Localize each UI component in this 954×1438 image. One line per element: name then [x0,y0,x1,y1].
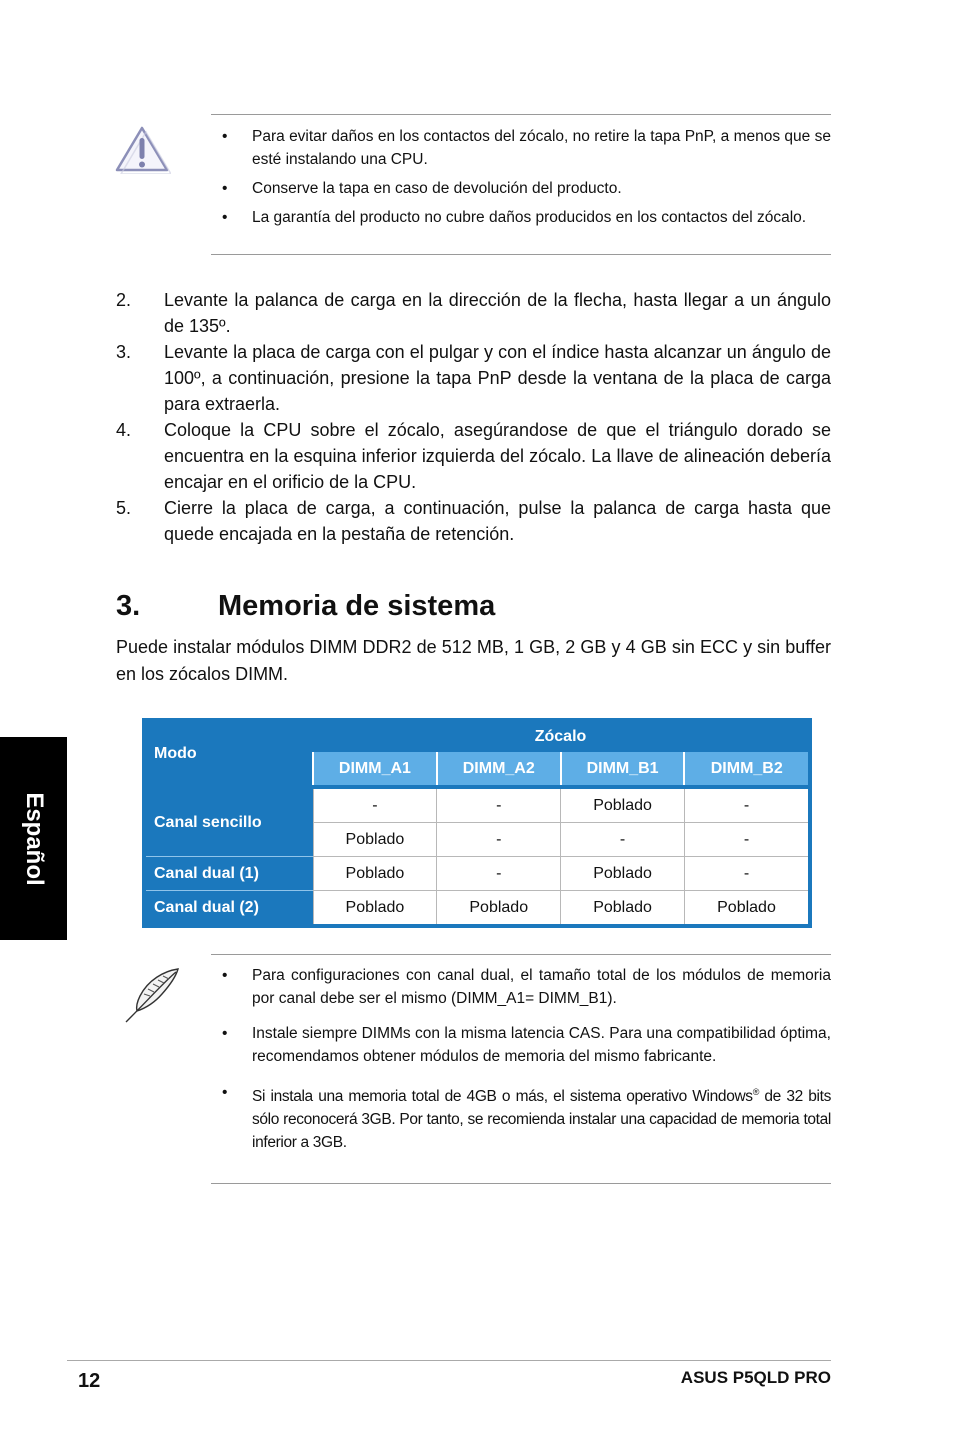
feather-pen-icon [120,966,184,1024]
memory-configuration-table [142,718,812,928]
bullet: • [222,209,228,226]
bullet: • [222,1025,228,1042]
table-cell: Poblado [684,891,810,927]
column-header: DIMM_A1 [313,752,437,787]
installation-steps [116,287,831,547]
list-item: • Para evitar daños en los contactos del zócalo, no retire la tapa PnP, a menos que se esté instalando una CPU. [222,125,831,171]
table-cell: - [561,823,685,857]
table-cell: - [437,823,561,857]
table-cell: - [684,787,810,823]
section-title: 3. Memoria de sistema [116,590,496,622]
table-cell: Poblado [561,787,685,823]
caution-top-rule [211,114,831,115]
note-top-rule [211,954,831,955]
table-row [144,787,810,823]
list-item: • La garantía del producto no cubre daños producidos en los contactos del zócalo. [222,206,831,229]
note-list [222,964,831,1154]
warning-triangle-icon [113,124,171,174]
table-cell: Poblado [313,823,437,857]
language-side-tab: Español [0,737,67,940]
column-header: DIMM_B2 [684,752,810,787]
list-item: • Conserve la tapa en caso de devolución del producto. [222,177,831,200]
step-item: 3. Levante la placa de carga con el pulgar y con el índice hasta alcanzar un ángulo de 100º, a continuación, presione la tapa PnP desde la ventana de la placa de carga para extraerla. [116,342,831,414]
bullet: • [222,128,228,145]
table-cell: - [313,787,437,823]
bullet: • [222,180,228,197]
bullet: • [222,967,228,984]
list-item: • Si instala una memoria total de 4GB o más, el sistema operativo Windows® de 32 bits sólo reconocerá 3GB. Por tanto, se recomienda instalar una capacidad de memoria total inferior a 3GB. [222,1081,831,1154]
table-cell: - [437,787,561,823]
table-cell: Poblado [313,891,437,927]
column-header: DIMM_B1 [561,752,685,787]
caution-list [222,125,831,235]
socket-header: Zócalo [313,720,810,752]
table-cell: Poblado [313,857,437,891]
table-row [144,857,810,891]
step-item: 5. Cierre la placa de carga, a continuación, pulse la palanca de carga hasta que quede encajada en la pestaña de retención. [116,498,831,544]
row-label: Canal sencillo [144,787,313,857]
list-item: • Para configuraciones con canal dual, el tamaño total de los módulos de memoria por canal debe ser el mismo (DIMM_A1= DIMM_B1). [222,964,831,1010]
mode-header: Modo [144,720,313,787]
table-row [144,891,810,927]
product-model: ASUS P5QLD PRO [680,1368,831,1387]
table-cell: Poblado [561,857,685,891]
table-cell: Poblado [437,891,561,927]
table-cell: - [684,823,810,857]
table-cell: - [684,857,810,891]
note-bottom-rule [211,1183,831,1184]
step-item: 4. Coloque la CPU sobre el zócalo, asegúrandose de que el triángulo dorado se encuentra en la esquina inferior izquierda del zócalo. La llave de alineación debería encajar en el orificio de la CPU. [116,420,831,492]
table-cell: Poblado [561,891,685,927]
column-header: DIMM_A2 [437,752,561,787]
row-label: Canal dual (2) [144,891,313,927]
footer-rule [67,1360,831,1361]
table-cell: - [437,857,561,891]
step-item: 2. Levante la palanca de carga en la dirección de la flecha, hasta llegar a un ángulo de 135º. [116,290,831,336]
list-item: • Instale siempre DIMMs con la misma latencia CAS. Para una compatibilidad óptima, recomendamos obtener módulos de memoria del mismo fabricante. [222,1022,831,1068]
section-intro: Puede instalar módulos DIMM DDR2 de 512 MB, 1 GB, 2 GB y 4 GB sin ECC y sin buffer en los zócalos DIMM. [116,637,831,684]
caution-bottom-rule [211,254,831,255]
page-number: 12 [78,1370,101,1392]
bullet: • [222,1084,228,1101]
row-label: Canal dual (1) [144,857,313,891]
